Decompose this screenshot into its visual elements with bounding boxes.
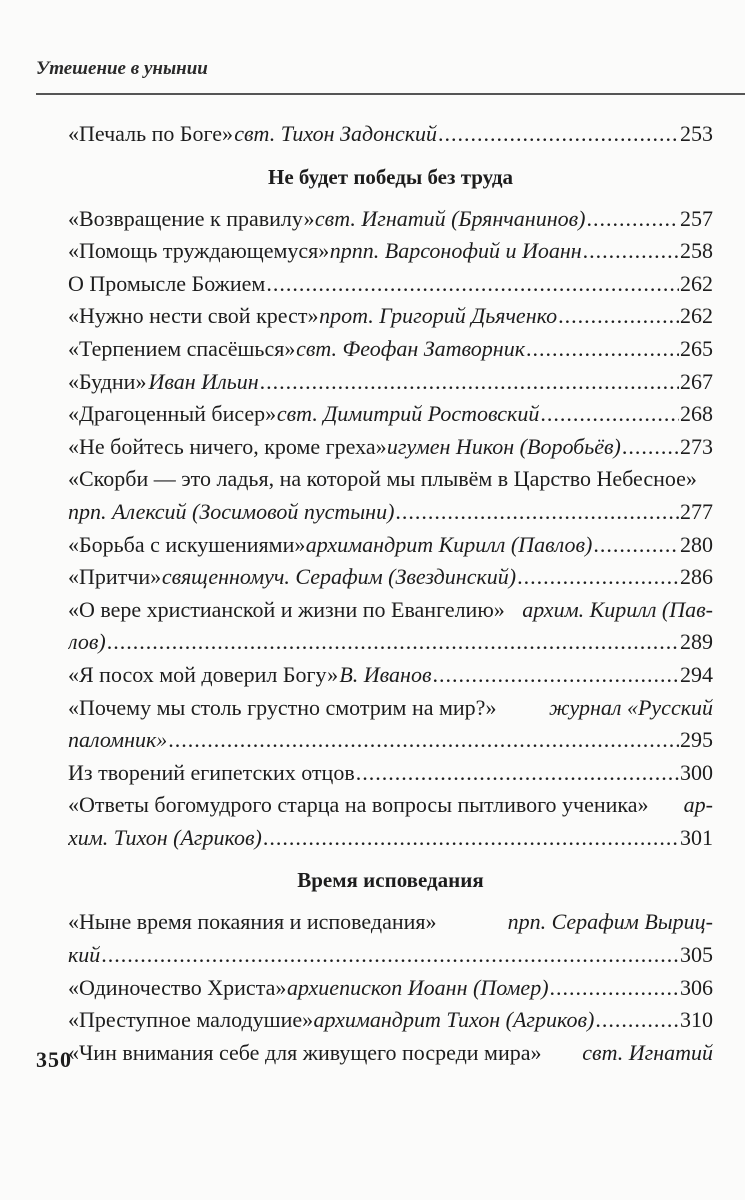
section-title: Время исповедания bbox=[297, 868, 484, 893]
dot-leader bbox=[101, 939, 679, 972]
dot-leader bbox=[540, 398, 679, 431]
running-head: Утешение в унынии bbox=[36, 58, 208, 79]
entry-page-number: 306 bbox=[680, 974, 713, 1000]
dot-leader bbox=[593, 529, 679, 562]
toc-line bbox=[68, 300, 713, 333]
entry-author: архиепископ Иоанн (Помер) bbox=[286, 974, 549, 1000]
entry-author: свт. Игнатий (Брянчанинов) bbox=[314, 205, 586, 231]
dot-leader bbox=[356, 757, 679, 790]
entry-page-number: 273 bbox=[680, 433, 713, 459]
toc-line bbox=[68, 203, 713, 236]
entry-page-number: 301 bbox=[680, 824, 713, 850]
entry-title: «Возвращение к правилу» bbox=[68, 205, 315, 231]
toc-entry[interactable] bbox=[68, 692, 713, 757]
entry-author: архимандрит Тихон (Агриков) bbox=[313, 1007, 595, 1033]
dot-leader bbox=[558, 300, 679, 333]
entry-title: «Ответы богомудрого старца на вопросы пытливого ученика» bbox=[68, 792, 649, 818]
entry-title: «Терпением спасёшься» bbox=[68, 335, 296, 361]
toc-entry[interactable] bbox=[68, 268, 713, 301]
header-rule bbox=[36, 93, 745, 95]
toc-line bbox=[68, 529, 713, 562]
entry-title: «Печаль по Боге» bbox=[68, 121, 234, 146]
toc-entry[interactable] bbox=[68, 757, 713, 790]
toc-entry[interactable] bbox=[68, 203, 713, 236]
entry-page-number: 268 bbox=[680, 401, 713, 427]
entry-page-number: 289 bbox=[680, 629, 713, 655]
entry-page-number: 253 bbox=[680, 121, 713, 146]
dot-leader bbox=[438, 118, 679, 151]
entry-author: ар- bbox=[683, 792, 713, 818]
toc-entry[interactable] bbox=[68, 235, 713, 268]
toc-line bbox=[68, 1037, 713, 1070]
entry-title: «Ныне время покаяния и исповедания» bbox=[68, 909, 437, 935]
entry-page-number: 257 bbox=[680, 205, 713, 231]
toc-line bbox=[68, 659, 713, 692]
dot-leader bbox=[526, 333, 679, 366]
entry-title: «Притчи» bbox=[68, 564, 162, 590]
page-number: 350 bbox=[36, 1047, 72, 1072]
toc-entry[interactable] bbox=[68, 118, 713, 151]
toc-entry[interactable] bbox=[68, 398, 713, 431]
entry-title: Из творений египетских отцов bbox=[68, 759, 355, 785]
toc-line bbox=[68, 235, 713, 268]
dot-leader bbox=[595, 1004, 679, 1037]
toc-entry[interactable] bbox=[68, 431, 713, 464]
entry-page-number: 258 bbox=[680, 238, 713, 264]
entry-page-number: 305 bbox=[680, 942, 713, 968]
toc-entry[interactable] bbox=[68, 561, 713, 594]
entry-page-number: 267 bbox=[680, 368, 713, 394]
entry-page-number: 280 bbox=[680, 531, 713, 557]
entry-author: свт. Феофан Затворник bbox=[296, 335, 525, 361]
entry-page-number: 295 bbox=[680, 727, 713, 753]
entry-title: «Помощь труждающемуся» bbox=[68, 238, 330, 264]
toc-entry[interactable] bbox=[68, 333, 713, 366]
entry-page-number: 310 bbox=[680, 1007, 713, 1033]
entry-title: «Скорби — это ладья, на которой мы плывём в Царство Небесное» bbox=[68, 466, 697, 492]
entry-title: «Почему мы столь грустно смотрим на мир?» bbox=[68, 694, 497, 720]
entry-title: «Я посох мой доверил Богу» bbox=[68, 661, 339, 687]
dot-leader bbox=[260, 366, 679, 399]
entry-author: архим. Кирилл (Пав- bbox=[522, 596, 713, 622]
toc-entry[interactable] bbox=[68, 594, 713, 659]
entry-page-number: 262 bbox=[680, 270, 713, 296]
dot-leader bbox=[622, 431, 679, 464]
toc-entry[interactable] bbox=[68, 1004, 713, 1037]
toc-entry[interactable] bbox=[68, 300, 713, 333]
entry-title: «Преступное малодушие» bbox=[68, 1007, 314, 1033]
entry-title: «Борьба с искушениями» bbox=[68, 531, 306, 557]
toc-line bbox=[68, 268, 713, 301]
entry-author: паломник» bbox=[68, 727, 168, 753]
toc-line bbox=[68, 939, 713, 972]
entry-title: «Будни» bbox=[68, 368, 147, 394]
entry-title: «Драгоценный бисер» bbox=[68, 401, 277, 427]
entry-page-number: 277 bbox=[680, 498, 713, 524]
entry-title: «Чин внимания себе для живущего посреди мира» bbox=[68, 1039, 542, 1065]
entry-author: прпп. Варсонофий и Иоанн bbox=[329, 238, 582, 264]
toc-entry[interactable] bbox=[68, 529, 713, 562]
toc-line bbox=[68, 431, 713, 464]
toc-line bbox=[68, 496, 713, 529]
entry-page-number: 262 bbox=[680, 303, 713, 329]
entry-author: прот. Григорий Дьяченко bbox=[319, 303, 558, 329]
toc-line bbox=[68, 118, 713, 151]
toc-entry[interactable] bbox=[68, 1037, 713, 1070]
toc-line bbox=[68, 789, 713, 822]
toc-line bbox=[68, 724, 713, 757]
toc-entry[interactable] bbox=[68, 789, 713, 854]
entry-author: Иван Ильин bbox=[148, 368, 259, 394]
entry-page-number: 265 bbox=[680, 335, 713, 361]
toc-line bbox=[68, 692, 713, 725]
toc-line bbox=[68, 463, 713, 496]
entry-author: прп. Алексий (Зосимовой пустыни) bbox=[68, 498, 395, 524]
dot-leader bbox=[395, 496, 679, 529]
entry-author: кий bbox=[68, 942, 101, 968]
dot-leader bbox=[266, 268, 679, 301]
dot-leader bbox=[583, 235, 679, 268]
entry-title: «О вере христианской и жизни по Евангелию» bbox=[68, 596, 505, 622]
entry-author: священномуч. Серафим (Звездинский) bbox=[161, 564, 517, 590]
dot-leader bbox=[107, 626, 679, 659]
dot-leader bbox=[550, 972, 679, 1005]
dot-leader bbox=[263, 822, 679, 855]
entry-title: «Не бойтесь ничего, кроме греха» bbox=[68, 433, 387, 459]
toc-line bbox=[68, 1004, 713, 1037]
entry-author: свт. Тихон Задонский bbox=[234, 121, 438, 146]
entry-title: «Нужно нести свой крест» bbox=[68, 303, 319, 329]
dot-leader bbox=[168, 724, 679, 757]
entry-page-number: 286 bbox=[680, 564, 713, 590]
entry-title: «Одиночество Христа» bbox=[68, 974, 287, 1000]
section-title: Не будет победы без труда bbox=[268, 164, 513, 189]
entry-author: свт. Димитрий Ростовский bbox=[276, 401, 540, 427]
toc-entry[interactable] bbox=[68, 972, 713, 1005]
entry-author: прп. Серафим Выриц- bbox=[507, 909, 713, 935]
entry-author: игумен Никон (Воробьёв) bbox=[386, 433, 621, 459]
toc-line bbox=[68, 972, 713, 1005]
dot-leader bbox=[517, 561, 679, 594]
toc-line bbox=[68, 398, 713, 431]
toc-line bbox=[68, 757, 713, 790]
toc-line bbox=[68, 626, 713, 659]
entry-title: О Промысле Божием bbox=[68, 270, 266, 296]
toc-entry[interactable] bbox=[68, 659, 713, 692]
entry-page-number: 300 bbox=[680, 759, 713, 785]
entry-author: хим. Тихон (Агриков) bbox=[68, 824, 262, 850]
toc-line bbox=[68, 366, 713, 399]
toc-entry[interactable] bbox=[68, 906, 713, 971]
entry-page-number: 294 bbox=[680, 661, 713, 687]
toc-line bbox=[68, 561, 713, 594]
entry-author: В. Иванов bbox=[339, 661, 432, 687]
toc-line bbox=[68, 594, 713, 627]
dot-leader bbox=[433, 659, 679, 692]
toc-line bbox=[68, 822, 713, 855]
entry-author: архимандрит Кирилл (Павлов) bbox=[305, 531, 593, 557]
entry-author: лов) bbox=[68, 629, 106, 655]
entry-author: журнал «Русский bbox=[549, 694, 713, 720]
entry-author: свт. Игнатий bbox=[582, 1039, 713, 1065]
dot-leader bbox=[587, 203, 679, 236]
toc-line bbox=[68, 906, 713, 939]
toc-line bbox=[68, 333, 713, 366]
toc-entry[interactable] bbox=[68, 366, 713, 399]
table-of-contents bbox=[68, 118, 713, 1069]
toc-entry[interactable] bbox=[68, 463, 713, 528]
